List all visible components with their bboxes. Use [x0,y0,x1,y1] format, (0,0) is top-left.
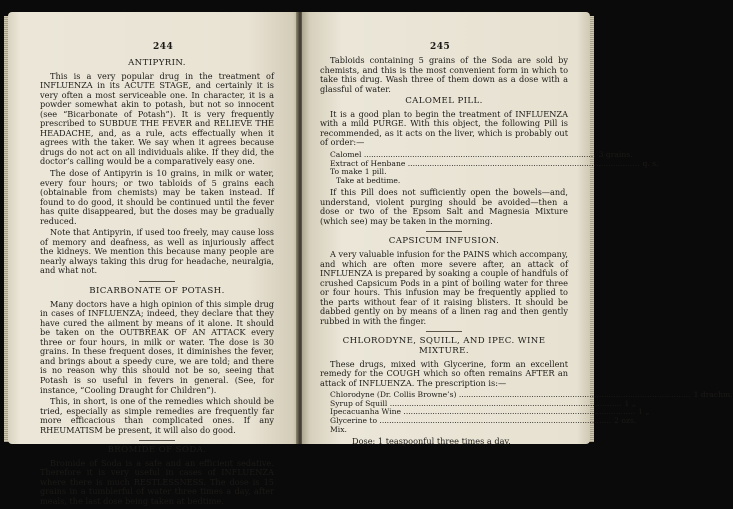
prescription-note: Mix. [330,424,347,434]
prescription-quantity: 3 grains. [598,149,633,159]
right-page-number: 245 [430,42,451,52]
paragraph: It is a good plan to begin the treatment of INFLUENZA with a mild PURGE. With this object, the following Pill is recommended, as it acts on the liver, which is probably out of order:— [320,108,568,148]
prescription-note: To make 1 pill. [330,167,387,177]
section-divider [426,231,462,232]
prescription-ingredient: Extract of Henbane ..... [330,160,640,169]
prescription-ingredient: Calomel ..... [330,151,596,160]
paragraph: Note that Antipyrin, if used too freely, may cause loss of memory and deafness, as well as injuriously affect the kidneys. We mention this because many people are nearly always taking this drug for headache, neuralgia, and what not. [40,227,274,276]
paragraph: Tabloids containing 5 grains of the Soda are sold by chemists, and this is the most convenient form in which to take this drug. Wash three of them down as a dose with a glassful of water. [320,55,568,94]
heading-chlorodyne: CHLORODYNE, SQUILL, AND IPEC. WINE MIXTURE. [342,336,546,356]
paragraph: These drugs, mixed with Glycerine, form an excellent remedy for the COUGH which so often remains AFTER an attack of INFLUENZA. The prescription is:— [320,358,568,388]
prescription-ingredient: Glycerine to ..... [330,417,611,426]
paragraph: Many doctors have a high opinion of this simple drug in cases of INFLUENZA; indeed, they declare that they have cured the ailment by means of it alone. It should be taken on the OUTBREAK OF AN ATTACK every three or four hours, in milk or water. The dose is 30 grains. In these frequent doses, it diminishes the fever, and brings about a speedy cure, we are told; and there is no reason why this should not be so, seeing that Potash is so useful in fevers in general. (See, for instance, “Cooling Draught for Children”). [40,298,274,395]
heading-capsicum: CAPSICUM INFUSION. [388,236,500,247]
left-page-number: 244 [153,42,174,52]
paragraph: A very valuable infusion for the PAINS which accompany, and which are often more severe after, an attack of INFLUENZA is prepared by soaking a couple of handfuls of crushed Capsicum Pods in a pint of boiling water for three or four hours. This infusion may be frequently applied to the parts without fear of it raising blisters. It should be dabbed gently on by means of a linen rag and then gently rubbed in with the finger. [320,249,568,326]
open-book [4,4,733,506]
prescription-ingredient: Ipecacuanha Wine ..... [330,408,635,417]
heading-bicarbonate: BICARBONATE OF POTASH. [89,286,225,297]
prescription-row [330,177,558,186]
calomel-prescription [330,149,659,185]
paragraph: If this Pill does not sufficiently open the bowels—and, understand, violent purging should be avoided—then a dose or two of the Epsom Salt and Magnesia Mixture (which see) may be taken in the morning. [320,187,568,226]
prescription-note: Take at bedtime. [336,175,401,185]
chlorodyne-prescription [330,390,733,434]
prescription-quantity: q. s. [642,158,659,168]
paragraph: The dose of Antipyrin is 10 grains, in milk or water, every four hours; or two tabloids of 5 grains each (obtainable from chemists) may be taken instead. If found to do good, it should be continued until the fever has quite disappeared, but the doses may be gradually reduced. [40,168,274,226]
heading-calomel: CALOMEL PILL. [405,96,483,107]
section-divider [139,440,175,441]
prescription-ingredient: Chlorodyne (Dr. Collis Browne’s) ..... [330,391,691,400]
paragraph: This is a very popular drug in the treatment of INFLUENZA in its ACUTE STAGE, and certainly it is very often a most serviceable one. In character, it is a powder somewhat akin to potash, but not so innocent (see “Bicarbonate of Potash”). It is very frequently prescribed to SUBDUE THE FEVER and RELIEVE THE HEADACHE, and, as a rule, acts effectually when it agrees with the taker. We say when it agrees because drugs do not act on all individuals alike. If they did, the doctor’s calling would be a comparatively easy one. [40,70,274,167]
right-page [302,12,733,447]
paragraph: This, in short, is one of the remedies which should be tried, especially as simple remedies are frequently far more efficacious than complicated ones. If any RHEUMATISM be present, it will also do good. [40,396,274,435]
prescription-quantity: 2 ozs. [614,415,637,425]
prescription-ingredient: Syrup of Squill ..... [330,400,621,409]
dose-line: Dose: 1 teaspoonful three times a day. [352,436,511,447]
heading-antipyrin: ANTIPYRIN. [128,58,186,68]
paragraph: Bromide of Soda is a safe and an efficient sedative. Therefore it is very useful in cases of INFLUENZA where there is much RESTLESSNESS. The dose is 15 grains in a tumblerful of water three times a day, after meals, the last dose being taken at bedtime. [40,457,274,506]
heading-bromide: BROMIDE OF SODA. [107,445,207,456]
left-page [8,12,298,506]
left-page-text [40,56,274,509]
right-page-text [320,55,733,449]
section-divider [139,281,175,282]
prescription-row [330,415,637,426]
prescription-quantity: 1 drachm. [693,390,733,400]
prescription-quantity: 1 „ [624,398,636,408]
prescription-quantity: 1 „ [638,407,650,417]
section-divider [426,331,462,332]
prescription-row [330,426,558,435]
